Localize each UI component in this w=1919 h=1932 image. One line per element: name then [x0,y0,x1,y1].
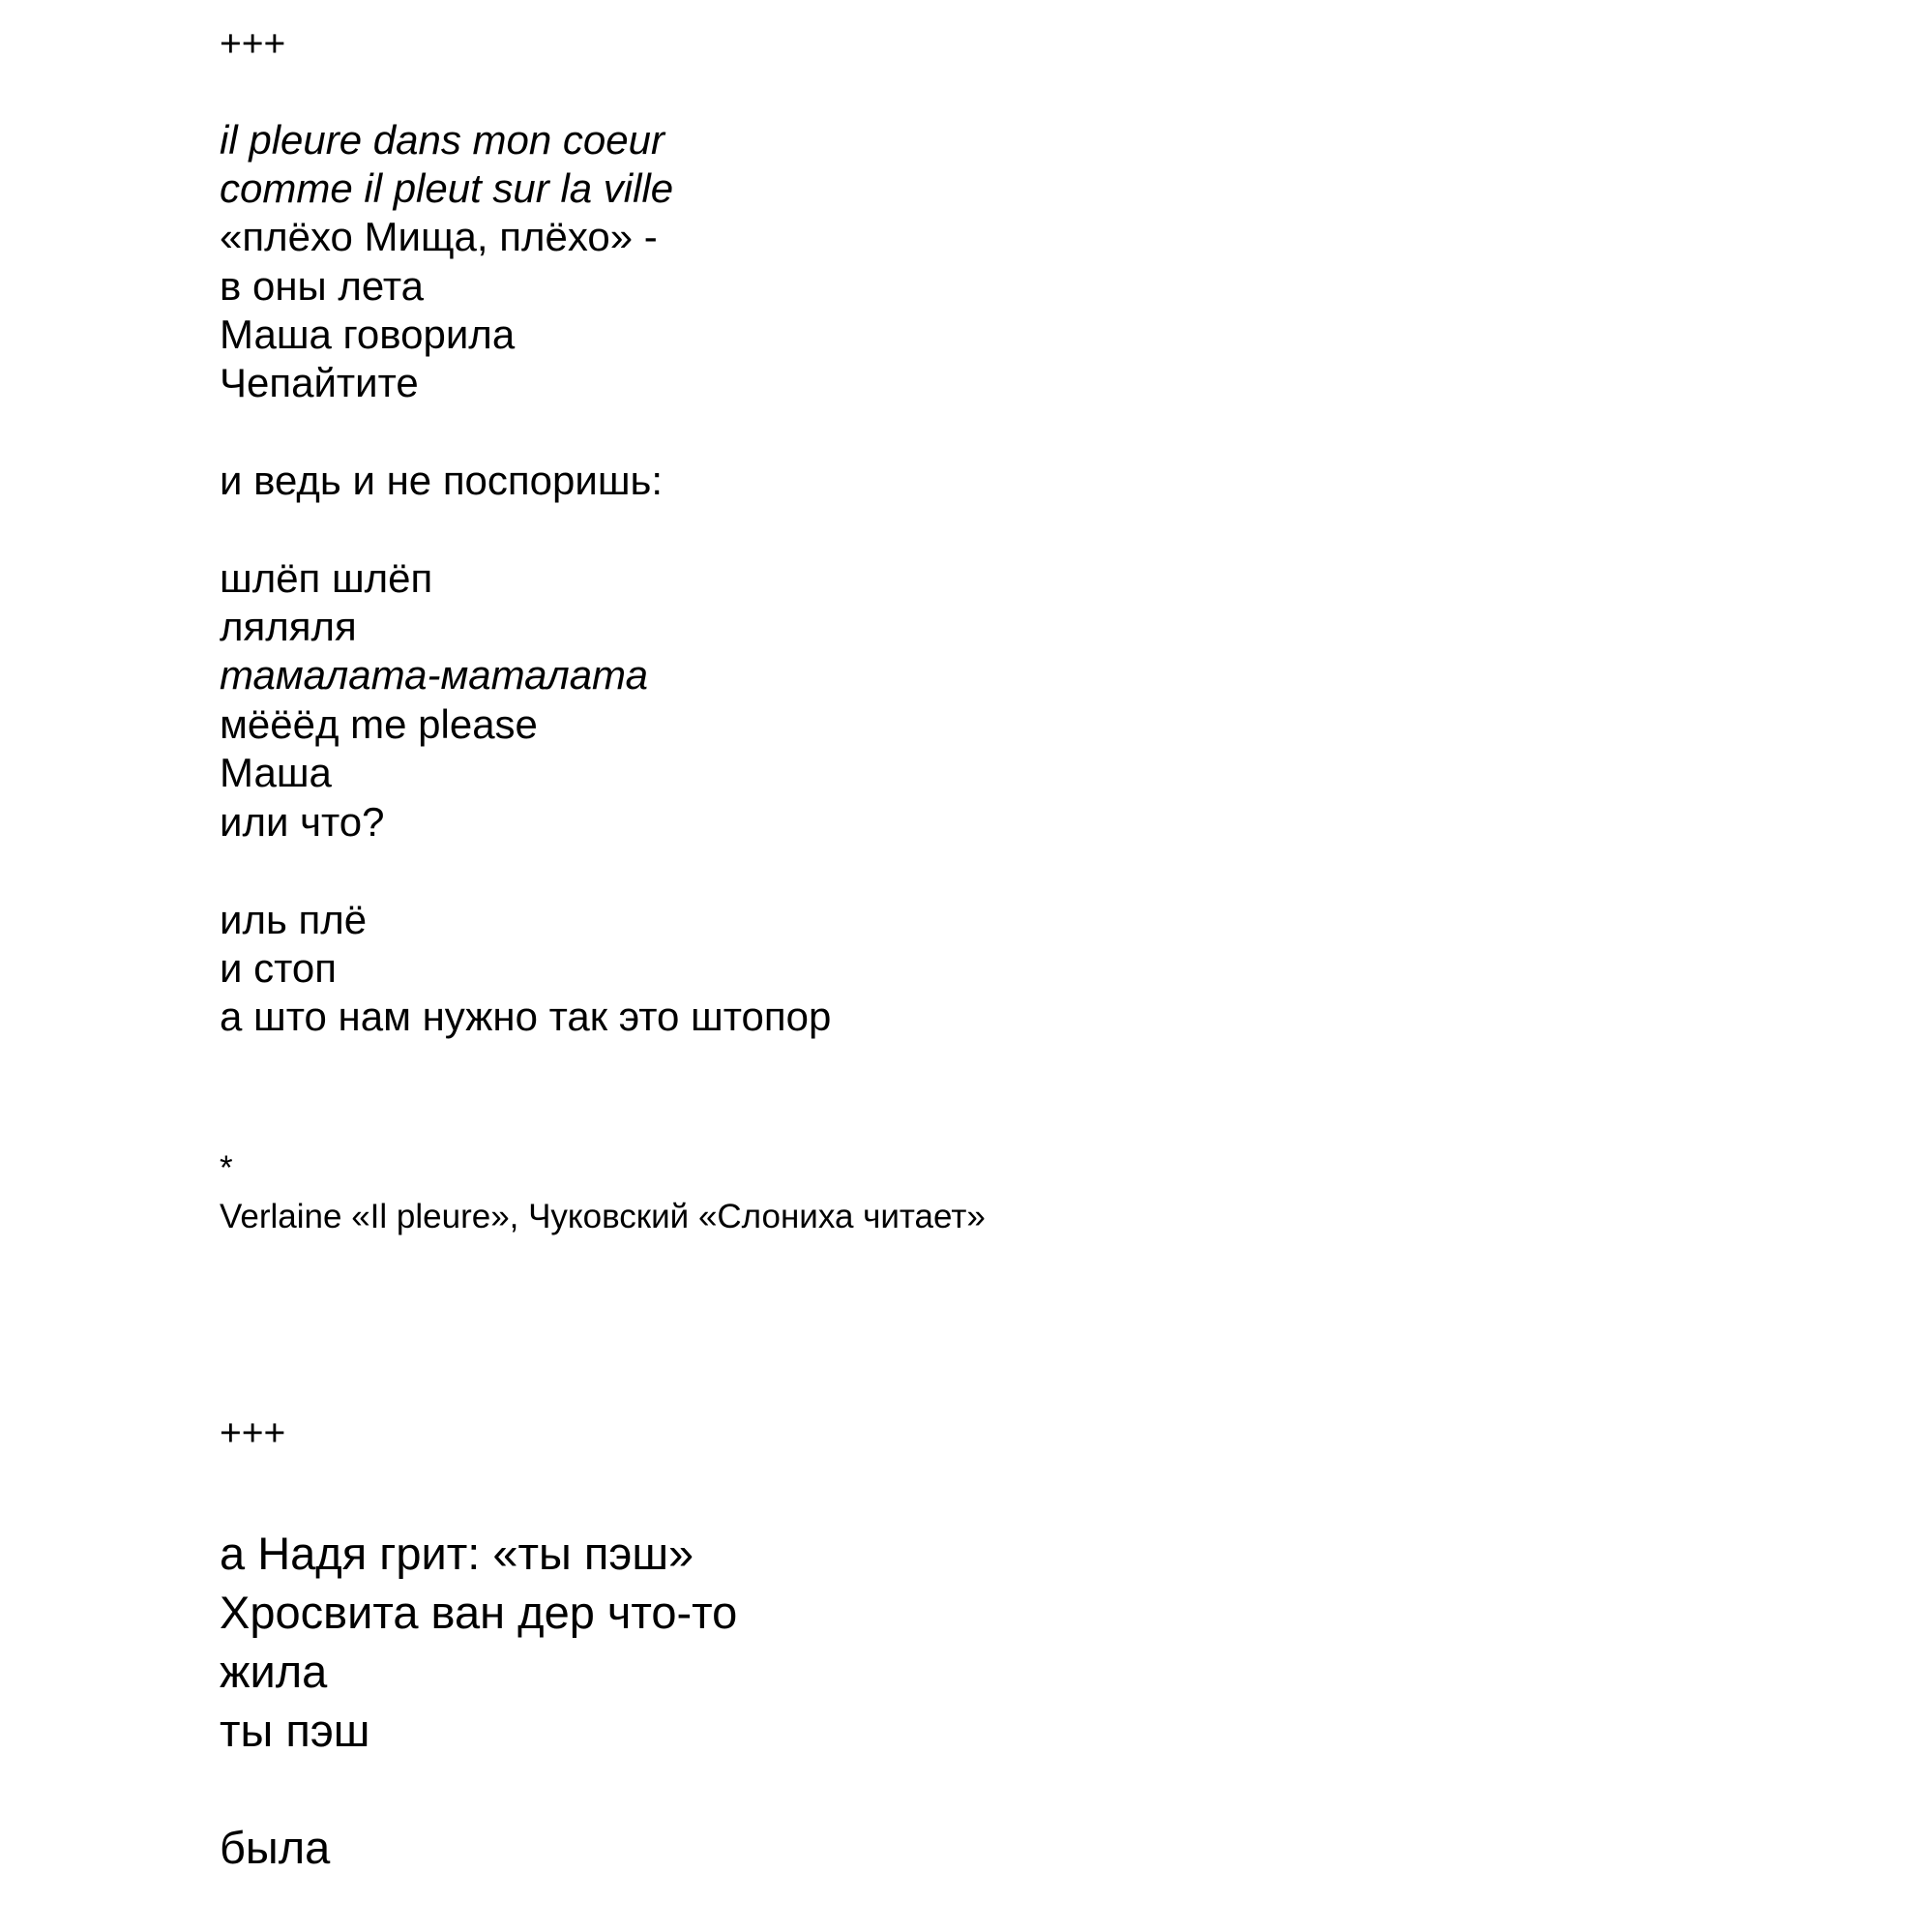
poem-line: шлёп шлёп [220,555,433,601]
poem-line: ляляля [220,604,357,649]
poem-line: в оны лета [220,263,424,309]
poem-line: иль плё [220,897,368,942]
poem-separator: +++ [220,23,286,65]
poem-line: жила [220,1646,328,1697]
poem-line: а Надя грит: «ты пэш» [220,1528,694,1579]
poem-line: ты пэш [220,1705,370,1756]
poem-line: и ведь и не поспоришь: [220,458,664,503]
poem-line: и стоп [220,945,337,991]
poem-line: Маша говорила [220,312,516,357]
poem-line: мёёёд me please [220,701,538,747]
poem-line: Маша [220,750,332,795]
footnote-mark: * [220,1149,233,1187]
poem-line: была [220,1822,331,1873]
poem-line: или что? [220,799,385,845]
poem-line: il pleure dans mon coeur [220,117,664,163]
poem-separator: +++ [220,1412,286,1454]
poem-line: comme il pleut sur la ville [220,165,674,211]
poem-line: «плёхо Мища, плёхо» - [220,214,658,259]
poem-line: Хросвита ван дер что-то [220,1587,738,1638]
poem-line: тамалата-маталата [220,652,648,698]
poem-line: а што нам нужно так это штопор [220,994,832,1039]
footnote-text: Verlaine «Il pleure», Чуковский «Слониха читает» [220,1198,986,1235]
poem-line: Чепайтите [220,360,419,405]
